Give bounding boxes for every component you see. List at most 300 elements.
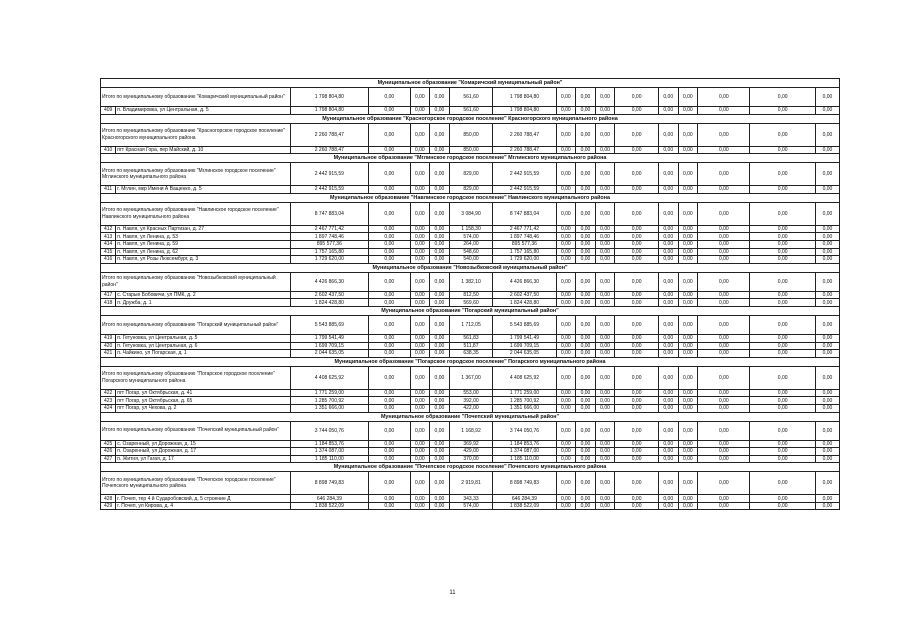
value-cell: 0,00 (410, 502, 430, 510)
total-value-cell: 0,00 (595, 472, 615, 495)
value-cell: 548,60 (449, 248, 493, 256)
value-cell: 0,00 (576, 440, 596, 448)
total-value-cell: 0,00 (576, 366, 596, 389)
total-value-cell: 0,00 (658, 366, 678, 389)
value-cell: 0,00 (698, 440, 750, 448)
value-cell: 0,00 (615, 350, 659, 358)
value-cell: 0,00 (369, 256, 410, 264)
value-cell: 0,00 (815, 342, 839, 350)
total-value-cell: 1 168,92 (449, 421, 493, 440)
value-cell: 0,00 (615, 186, 659, 194)
value-cell: 0,00 (815, 107, 839, 115)
total-value-cell: 0,00 (430, 123, 450, 146)
value-cell: 0,00 (556, 299, 576, 307)
total-value-cell: 0,00 (369, 315, 410, 334)
total-value-cell: 0,00 (815, 315, 839, 334)
total-value-cell: 5 543 885,69 (290, 315, 368, 334)
section-header-row (101, 79, 840, 88)
total-value-cell: 1 798 804,80 (493, 88, 556, 107)
value-cell: 0,00 (410, 299, 430, 307)
value-cell: 0,00 (430, 350, 450, 358)
value-cell: 0,00 (678, 495, 698, 503)
total-value-cell: 0,00 (815, 163, 839, 186)
section-total-row (101, 123, 840, 146)
total-value-cell: 0,00 (410, 315, 430, 334)
value-cell: 0,00 (698, 350, 750, 358)
total-value-cell: 0,00 (678, 421, 698, 440)
value-cell: 0,00 (615, 225, 659, 233)
total-value-cell: 0,00 (556, 366, 576, 389)
row-address: п. Навля, ул Ленина, д. 53 (116, 233, 290, 241)
total-value-cell: 0,00 (750, 421, 815, 440)
value-cell: 0,00 (815, 240, 839, 248)
value-cell: 0,00 (369, 448, 410, 456)
row-number: 421 (101, 350, 116, 358)
value-cell: 0,00 (576, 404, 596, 412)
value-cell: 1 699 709,15 (290, 342, 368, 350)
page-number: 11 (449, 590, 456, 596)
row-address: п. Гетуновка, ул Центральная, д. 6 (116, 342, 290, 350)
section-title: Муниципальное образование "Комаричский муниципальный район" (101, 79, 840, 88)
row-number: 410 (101, 146, 116, 154)
total-value-cell: 0,00 (595, 366, 615, 389)
row-address: п. Навля, ул Розы Люксембург, д. 3 (116, 256, 290, 264)
total-value-cell: 0,00 (430, 366, 450, 389)
total-value-cell: 0,00 (678, 272, 698, 291)
value-cell: 0,00 (430, 389, 450, 397)
value-cell: 0,00 (678, 107, 698, 115)
value-cell: 0,00 (556, 248, 576, 256)
value-cell: 0,00 (750, 186, 815, 194)
table-row (101, 299, 840, 307)
value-cell: 540,00 (449, 256, 493, 264)
value-cell: 0,00 (595, 455, 615, 463)
value-cell: 0,00 (698, 448, 750, 456)
row-number: 427 (101, 455, 116, 463)
value-cell: 0,00 (658, 448, 678, 456)
value-cell: 0,00 (615, 334, 659, 342)
table-row (101, 256, 840, 264)
value-cell: 1 729 620,00 (493, 256, 556, 264)
row-number: 418 (101, 299, 116, 307)
value-cell: 0,00 (658, 455, 678, 463)
value-cell: 370,00 (449, 455, 493, 463)
value-cell: 0,00 (750, 299, 815, 307)
value-cell: 0,00 (678, 299, 698, 307)
total-label: Итого по муниципальному образованию "Навлинское городское поселение" Навлинского муниципального района (101, 202, 291, 225)
total-value-cell: 0,00 (576, 163, 596, 186)
value-cell: 0,00 (615, 146, 659, 154)
section-title: Муниципальное образование "Навлинское городское поселение" Навлинского муниципального района (101, 193, 840, 202)
section-title: Муниципальное образование "Новозыбковский муниципальный район" (101, 263, 840, 272)
value-cell: 0,00 (556, 233, 576, 241)
value-cell: 0,00 (815, 291, 839, 299)
value-cell: 0,00 (678, 448, 698, 456)
total-value-cell: 0,00 (815, 472, 839, 495)
row-address: с. Озаренный, ул Дорожная, д. 15 (116, 440, 290, 448)
total-value-cell: 0,00 (556, 421, 576, 440)
value-cell: 569,60 (449, 299, 493, 307)
row-number: 424 (101, 404, 116, 412)
value-cell: 0,00 (615, 397, 659, 405)
table-row (101, 350, 840, 358)
value-cell: 0,00 (430, 495, 450, 503)
value-cell: 0,00 (430, 256, 450, 264)
value-cell: 561,83 (449, 334, 493, 342)
table-row (101, 146, 840, 154)
value-cell: 0,00 (698, 495, 750, 503)
value-cell: 0,00 (698, 502, 750, 510)
total-value-cell: 0,00 (698, 88, 750, 107)
value-cell: 2 602 437,50 (493, 291, 556, 299)
value-cell: 0,00 (576, 233, 596, 241)
total-value-cell: 0,00 (615, 123, 659, 146)
value-cell: 0,00 (595, 248, 615, 256)
registry-table-body (101, 79, 840, 510)
total-value-cell: 0,00 (750, 272, 815, 291)
value-cell: 0,00 (369, 440, 410, 448)
table-row (101, 440, 840, 448)
value-cell: 0,00 (410, 350, 430, 358)
value-cell: 0,00 (615, 448, 659, 456)
table-row (101, 291, 840, 299)
total-value-cell: 0,00 (556, 88, 576, 107)
value-cell: 829,00 (449, 186, 493, 194)
value-cell: 0,00 (698, 455, 750, 463)
value-cell: 0,00 (615, 404, 659, 412)
value-cell: 0,00 (369, 404, 410, 412)
value-cell: 0,00 (595, 107, 615, 115)
total-value-cell: 0,00 (369, 88, 410, 107)
value-cell: 0,00 (678, 350, 698, 358)
value-cell: 1 374 087,00 (290, 448, 368, 456)
total-value-cell: 0,00 (615, 315, 659, 334)
registry-table (100, 78, 840, 510)
value-cell: 850,00 (449, 146, 493, 154)
value-cell: 0,00 (658, 291, 678, 299)
total-value-cell: 0,00 (430, 472, 450, 495)
value-cell: 0,00 (658, 146, 678, 154)
total-value-cell: 2 260 788,47 (290, 123, 368, 146)
value-cell: 1 351 666,00 (290, 404, 368, 412)
table-row (101, 107, 840, 115)
table-row (101, 502, 840, 510)
row-address: г. Почеп, ул Кирова, д. 4 (116, 502, 290, 510)
value-cell: 0,00 (698, 248, 750, 256)
value-cell: 0,00 (815, 233, 839, 241)
table-row (101, 495, 840, 503)
value-cell: 0,00 (556, 107, 576, 115)
value-cell: 0,00 (815, 502, 839, 510)
total-value-cell: 0,00 (430, 315, 450, 334)
section-total-row (101, 315, 840, 334)
total-value-cell: 0,00 (556, 272, 576, 291)
total-value-cell: 0,00 (430, 202, 450, 225)
value-cell: 0,00 (750, 256, 815, 264)
row-address: пгт Погар, ул Октябрьская, д. 41 (116, 389, 290, 397)
value-cell: 0,00 (750, 233, 815, 241)
table-row (101, 455, 840, 463)
value-cell: 1 838 522,09 (493, 502, 556, 510)
value-cell: 1 184 853,76 (290, 440, 368, 448)
value-cell: 0,00 (678, 256, 698, 264)
value-cell: 0,00 (556, 146, 576, 154)
value-cell: 0,00 (678, 233, 698, 241)
value-cell: 1 285 700,92 (493, 397, 556, 405)
total-value-cell: 0,00 (556, 163, 576, 186)
total-value-cell: 0,00 (678, 202, 698, 225)
value-cell: 0,00 (658, 225, 678, 233)
section-total-row (101, 272, 840, 291)
total-value-cell: 0,00 (698, 272, 750, 291)
table-row (101, 342, 840, 350)
value-cell: 0,00 (815, 225, 839, 233)
total-label: Итого по муниципальному образованию "Красногорское городское поселение" Красногорского муниципального района (101, 123, 291, 146)
value-cell: 0,00 (595, 495, 615, 503)
total-value-cell: 0,00 (658, 202, 678, 225)
value-cell: 0,00 (595, 256, 615, 264)
row-number: 419 (101, 334, 116, 342)
value-cell: 0,00 (369, 248, 410, 256)
total-value-cell: 0,00 (576, 421, 596, 440)
value-cell: 264,00 (449, 240, 493, 248)
value-cell: 1 824 428,80 (493, 299, 556, 307)
value-cell: 0,00 (750, 334, 815, 342)
row-address: пгт Погар, ул Октябрьская, д. 65 (116, 397, 290, 405)
total-value-cell: 0,00 (678, 88, 698, 107)
value-cell: 2 044 635,05 (493, 350, 556, 358)
value-cell: 0,00 (430, 146, 450, 154)
value-cell: 0,00 (410, 404, 430, 412)
total-value-cell: 4 426 866,30 (290, 272, 368, 291)
total-value-cell: 0,00 (658, 472, 678, 495)
total-value-cell: 0,00 (750, 123, 815, 146)
total-value-cell: 0,00 (556, 315, 576, 334)
value-cell: 0,00 (815, 404, 839, 412)
total-value-cell: 0,00 (576, 202, 596, 225)
value-cell: 0,00 (678, 397, 698, 405)
value-cell: 0,00 (556, 389, 576, 397)
total-value-cell: 0,00 (410, 88, 430, 107)
section-title: Муниципальное образование "Мглинское городское поселение" Мглинского муниципального района (101, 154, 840, 163)
row-address: п. Гетуновка, ул Центральная, д. 5 (116, 334, 290, 342)
value-cell: 0,00 (698, 225, 750, 233)
row-number: 417 (101, 291, 116, 299)
value-cell: 0,00 (698, 256, 750, 264)
value-cell: 0,00 (576, 455, 596, 463)
value-cell: 0,00 (556, 455, 576, 463)
row-address: г. Мглин, мкр Имени А Ващенко, д. 5 (116, 186, 290, 194)
total-value-cell: 0,00 (698, 163, 750, 186)
total-value-cell: 0,00 (678, 366, 698, 389)
row-number: 428 (101, 495, 116, 503)
total-value-cell: 0,00 (815, 366, 839, 389)
value-cell: 0,00 (815, 256, 839, 264)
total-value-cell: 1 798 804,80 (290, 88, 368, 107)
value-cell: 0,00 (815, 350, 839, 358)
table-row (101, 404, 840, 412)
value-cell: 343,33 (449, 495, 493, 503)
total-value-cell: 0,00 (595, 202, 615, 225)
total-value-cell: 0,00 (658, 421, 678, 440)
value-cell: 429,00 (449, 448, 493, 456)
total-value-cell: 0,00 (678, 315, 698, 334)
value-cell: 1 798 804,80 (290, 107, 368, 115)
value-cell: 1 798 804,80 (493, 107, 556, 115)
value-cell: 0,00 (595, 334, 615, 342)
value-cell: 0,00 (576, 448, 596, 456)
table-row (101, 389, 840, 397)
total-value-cell: 0,00 (556, 472, 576, 495)
value-cell: 0,00 (595, 291, 615, 299)
total-value-cell: 0,00 (595, 123, 615, 146)
value-cell: 0,00 (369, 225, 410, 233)
value-cell: 0,00 (595, 404, 615, 412)
table-row (101, 448, 840, 456)
value-cell: 1 158,30 (449, 225, 493, 233)
value-cell: 0,00 (615, 248, 659, 256)
value-cell: 0,00 (815, 397, 839, 405)
value-cell: 646 284,39 (290, 495, 368, 503)
total-value-cell: 0,00 (750, 163, 815, 186)
value-cell: 0,00 (750, 448, 815, 456)
total-value-cell: 0,00 (430, 163, 450, 186)
total-value-cell: 0,00 (595, 163, 615, 186)
total-value-cell: 0,00 (576, 272, 596, 291)
section-header-row (101, 463, 840, 472)
total-value-cell: 0,00 (615, 202, 659, 225)
value-cell: 0,00 (750, 502, 815, 510)
row-number: 416 (101, 256, 116, 264)
value-cell: 0,00 (556, 350, 576, 358)
value-cell: 0,00 (658, 404, 678, 412)
total-value-cell: 0,00 (658, 272, 678, 291)
value-cell: 0,00 (556, 291, 576, 299)
value-cell: 1 699 709,15 (493, 342, 556, 350)
value-cell: 511,87 (449, 342, 493, 350)
value-cell: 0,00 (369, 389, 410, 397)
value-cell: 0,00 (430, 342, 450, 350)
value-cell: 1 757 165,80 (493, 248, 556, 256)
table-row (101, 397, 840, 405)
value-cell: 0,00 (576, 248, 596, 256)
value-cell: 0,00 (595, 240, 615, 248)
value-cell: 0,00 (430, 404, 450, 412)
section-title: Муниципальное образование "Погарский муниципальный район" (101, 306, 840, 315)
section-title: Муниципальное образование "Почепское городское поселение" Почепского муниципального района (101, 463, 840, 472)
value-cell: 0,00 (595, 440, 615, 448)
value-cell: 422,00 (449, 404, 493, 412)
value-cell: 0,00 (698, 107, 750, 115)
value-cell: 0,00 (678, 342, 698, 350)
value-cell: 0,00 (369, 342, 410, 350)
value-cell: 1 838 522,09 (290, 502, 368, 510)
value-cell: 1 185 110,00 (493, 455, 556, 463)
value-cell: 0,00 (750, 225, 815, 233)
total-value-cell: 0,00 (658, 315, 678, 334)
value-cell: 1 185 110,00 (290, 455, 368, 463)
value-cell: 0,00 (369, 107, 410, 115)
section-title: Муниципальное образование "Почепский муниципальный район" (101, 412, 840, 421)
value-cell: 0,00 (430, 455, 450, 463)
section-header-row (101, 154, 840, 163)
value-cell: 0,00 (595, 299, 615, 307)
section-header-row (101, 114, 840, 123)
table-row (101, 334, 840, 342)
value-cell: 0,00 (369, 299, 410, 307)
value-cell: 0,00 (658, 502, 678, 510)
total-value-cell: 0,00 (750, 202, 815, 225)
total-value-cell: 0,00 (698, 366, 750, 389)
value-cell: 0,00 (430, 233, 450, 241)
value-cell: 0,00 (595, 389, 615, 397)
total-value-cell: 0,00 (658, 88, 678, 107)
total-value-cell: 0,00 (615, 421, 659, 440)
table-row (101, 240, 840, 248)
row-address: с. Старые Бобовичи, ул ПМК, д. 2 (116, 291, 290, 299)
value-cell: 0,00 (698, 291, 750, 299)
total-value-cell: 0,00 (576, 472, 596, 495)
value-cell: 0,00 (658, 186, 678, 194)
value-cell: 0,00 (369, 186, 410, 194)
total-value-cell: 0,00 (556, 123, 576, 146)
value-cell: 0,00 (430, 334, 450, 342)
value-cell: 0,00 (750, 107, 815, 115)
total-value-cell: 0,00 (576, 88, 596, 107)
value-cell: 0,00 (410, 389, 430, 397)
section-total-row (101, 421, 840, 440)
value-cell: 0,00 (678, 291, 698, 299)
total-value-cell: 0,00 (410, 366, 430, 389)
value-cell: 0,00 (595, 186, 615, 194)
total-value-cell: 2 260 788,47 (493, 123, 556, 146)
total-value-cell: 0,00 (595, 88, 615, 107)
total-value-cell: 1 367,00 (449, 366, 493, 389)
value-cell: 0,00 (576, 186, 596, 194)
value-cell: 0,00 (815, 440, 839, 448)
value-cell: 392,00 (449, 397, 493, 405)
value-cell: 0,00 (595, 350, 615, 358)
total-value-cell: 0,00 (430, 88, 450, 107)
value-cell: 2 467 771,42 (493, 225, 556, 233)
value-cell: 0,00 (556, 225, 576, 233)
value-cell: 0,00 (369, 350, 410, 358)
value-cell: 0,00 (576, 256, 596, 264)
value-cell: 0,00 (410, 291, 430, 299)
value-cell: 0,00 (556, 502, 576, 510)
total-label: Итого по муниципальному образованию "Мглинское городское поселение" Мглинского муниципального района (101, 163, 291, 186)
value-cell: 0,00 (658, 334, 678, 342)
value-cell: 0,00 (658, 495, 678, 503)
row-address: пгт Красная Гора, пер Майский, д. 10 (116, 146, 290, 154)
total-value-cell: 850,00 (449, 123, 493, 146)
value-cell: 0,00 (430, 299, 450, 307)
total-value-cell: 0,00 (750, 315, 815, 334)
value-cell: 0,00 (410, 146, 430, 154)
total-value-cell: 0,00 (815, 88, 839, 107)
value-cell: 0,00 (658, 389, 678, 397)
value-cell: 2 442 915,59 (290, 186, 368, 194)
registry-table-container (100, 78, 840, 510)
value-cell: 2 044 635,05 (290, 350, 368, 358)
section-total-row (101, 472, 840, 495)
total-label: Итого по муниципальному образованию "Погарское городское поселение" Погарского муниципального района (101, 366, 291, 389)
value-cell: 2 442 915,59 (493, 186, 556, 194)
total-label: Итого по муниципальному образованию "Погарский муниципальный район" (101, 315, 291, 334)
value-cell: 646 284,39 (493, 495, 556, 503)
row-number: 425 (101, 440, 116, 448)
section-total-row (101, 202, 840, 225)
